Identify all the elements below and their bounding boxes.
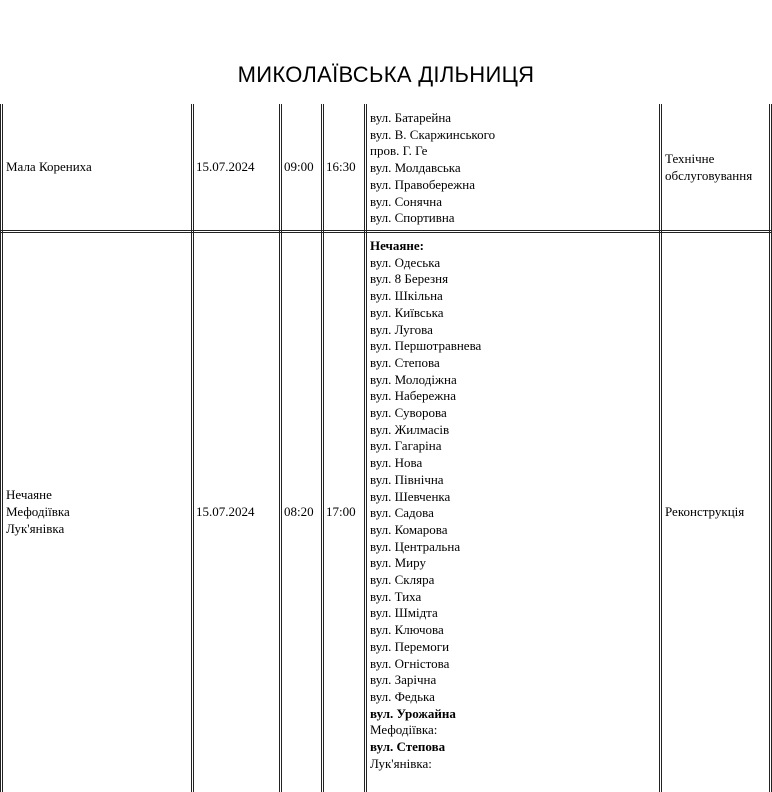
reason-line: Технічне [665, 150, 715, 166]
street-item: вул. Федька [370, 688, 435, 704]
reason-cell [665, 104, 769, 231]
street-group-heading: Нечаяне: [370, 238, 425, 253]
street-item: пров. Г. Ге [370, 143, 428, 159]
street-item: вул. Київська [370, 304, 444, 320]
street-item: вул. Лугова [370, 321, 433, 337]
street-item: вул. Молодіжна [370, 371, 457, 387]
reason-cell [665, 233, 769, 792]
reason-line: Реконструкція [665, 504, 745, 520]
street-item: вул. Степова [370, 354, 440, 370]
street-list [370, 104, 495, 227]
street-item: вул. Першотравнева [370, 338, 482, 354]
street-item: вул. Жилмасів [370, 421, 450, 437]
date-cell: 15.07.2024 [196, 159, 255, 175]
street-item: вул. Скляра [370, 572, 435, 588]
street-item: вул. Гагаріна [370, 438, 442, 454]
street-item: вул. Сонячна [370, 193, 442, 209]
reason-line: обслуговування [665, 167, 753, 183]
street-item: вул. Правобережна [370, 176, 476, 192]
street-item: вул. Батарейна [370, 110, 452, 125]
streets-cell [370, 233, 656, 792]
street-item: вул. Миру [370, 555, 426, 571]
street-item: вул. Північна [370, 471, 444, 487]
settlement-name: Нечаяне [6, 487, 52, 503]
street-item: вул. Шкільна [370, 288, 443, 304]
street-item: вул. Ключова [370, 622, 444, 638]
street-item: вул. Шевченка [370, 488, 451, 504]
street-group-heading: вул. Урожайна [370, 705, 456, 721]
settlement-cell [6, 233, 186, 792]
street-item: вул. Суворова [370, 405, 447, 421]
street-item: вул. Тиха [370, 588, 422, 604]
street-list [370, 233, 481, 773]
street-item: вул. Центральна [370, 538, 461, 554]
page-title: МИКОЛАЇВСЬКА ДІЛЬНИЦЯ [237, 62, 535, 87]
street-item: вул. Садова [370, 505, 434, 521]
street-item: вул. Молдавська [370, 160, 461, 176]
outage-table [0, 104, 772, 792]
street-group-heading: вул. Степова [370, 739, 446, 755]
settlement-name: Мала Корениха [6, 159, 92, 175]
start-time-cell: 09:00 [284, 159, 314, 175]
street-item: вул. Зарічна [370, 672, 437, 688]
street-item: вул. Нова [370, 455, 423, 471]
table-row [0, 104, 772, 231]
street-item: вул. Комарова [370, 521, 448, 537]
street-item: вул. Одеська [370, 254, 441, 270]
table-row [0, 233, 772, 792]
street-item: вул. Огністова [370, 655, 450, 671]
street-item: вул. Набережна [370, 388, 456, 404]
street-item: Лук'янівка: [370, 755, 432, 771]
settlement-name: Лук'янівка [6, 520, 65, 536]
street-item: Мефодіївка: [370, 722, 438, 738]
streets-cell [370, 104, 656, 231]
date-cell: 15.07.2024 [196, 504, 255, 520]
street-item: вул. Перемоги [370, 638, 450, 654]
end-time-cell: 17:00 [326, 504, 356, 520]
end-time-cell: 16:30 [326, 159, 356, 175]
settlement-cell [6, 104, 186, 231]
street-item: вул. Шмідта [370, 605, 438, 621]
street-item: вул. 8 Березня [370, 271, 449, 287]
street-item: вул. Спортивна [370, 210, 455, 226]
settlement-name: Мефодіївка [6, 504, 70, 520]
start-time-cell: 08:20 [284, 504, 314, 520]
street-item: вул. В. Скаржинського [370, 126, 496, 142]
